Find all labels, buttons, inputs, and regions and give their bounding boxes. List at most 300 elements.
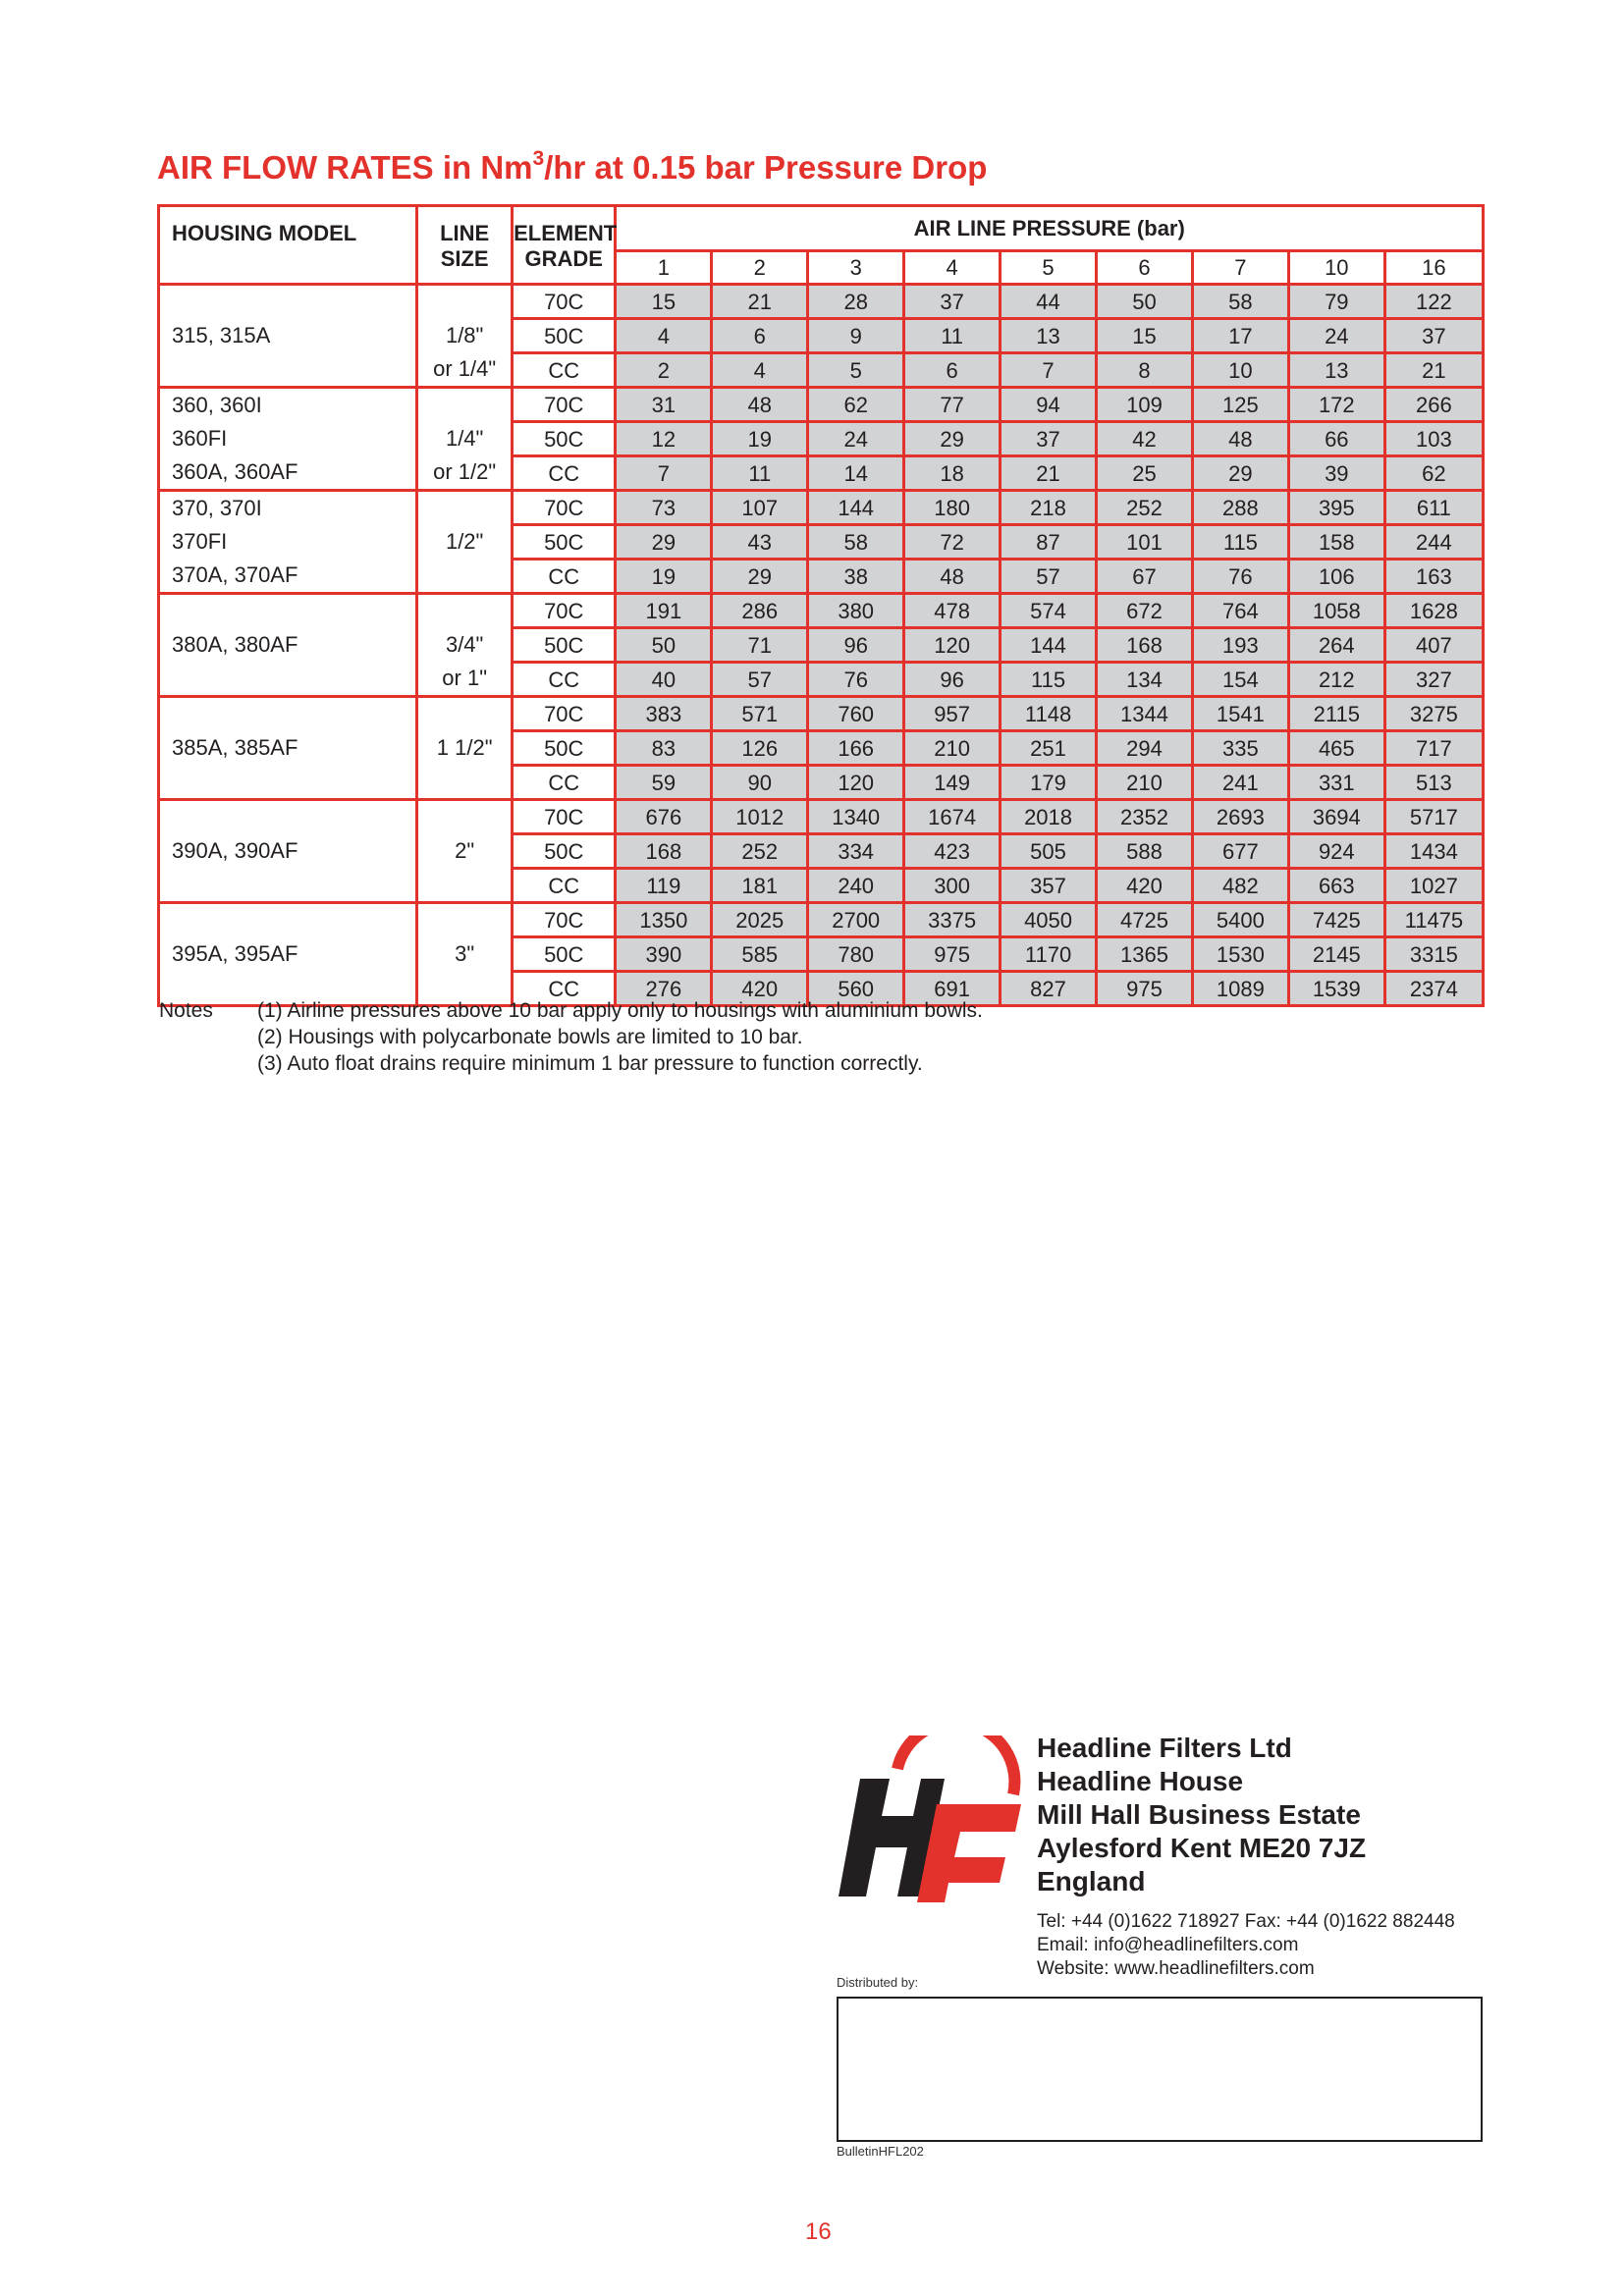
flow-value-cell: 717 xyxy=(1384,731,1483,766)
housing-model-line: 370A, 370AF xyxy=(172,562,298,587)
page-number: 16 xyxy=(805,2218,832,2245)
line-size-line xyxy=(418,904,511,937)
flow-value-cell: 58 xyxy=(808,525,904,560)
flow-value-cell: 6 xyxy=(712,319,808,353)
flow-value-cell: 4 xyxy=(616,319,712,353)
hf-logo xyxy=(839,1735,1023,1902)
line-size-cell xyxy=(417,697,513,800)
housing-model-line: 395A, 395AF xyxy=(172,941,298,966)
table-row xyxy=(159,697,1484,731)
flow-value-cell: 9 xyxy=(808,319,904,353)
flow-value-cell: 76 xyxy=(808,663,904,697)
flow-value-cell: 1170 xyxy=(1001,937,1097,972)
flow-value-cell: 19 xyxy=(712,422,808,456)
flow-value-cell: 37 xyxy=(1384,319,1483,353)
element-grade-cell: 70C xyxy=(513,285,616,319)
flow-value-cell: 482 xyxy=(1192,869,1288,903)
housing-model-line xyxy=(172,904,415,937)
flow-value-cell: 286 xyxy=(712,594,808,628)
element-grade-cell: CC xyxy=(513,869,616,903)
flow-value-cell: 103 xyxy=(1384,422,1483,456)
flow-value-cell: 67 xyxy=(1097,560,1193,594)
line-size-line: 1/4" xyxy=(445,426,484,451)
flow-value-cell: 168 xyxy=(1097,628,1193,663)
line-size-cell xyxy=(417,388,513,491)
element-grade-cell: 50C xyxy=(513,628,616,663)
flow-value-cell: 119 xyxy=(616,869,712,903)
element-grade-cell: CC xyxy=(513,456,616,491)
distributed-by-label: Distributed by: xyxy=(837,1975,919,1990)
flow-value-cell: 58 xyxy=(1192,285,1288,319)
flow-value-cell: 62 xyxy=(808,388,904,422)
flow-value-cell: 8 xyxy=(1097,353,1193,388)
flow-value-cell: 571 xyxy=(712,697,808,731)
distributor-box xyxy=(837,1997,1483,2142)
line-size-line xyxy=(418,559,511,592)
flow-value-cell: 4 xyxy=(712,353,808,388)
address-line-3: Aylesford Kent ME20 7JZ xyxy=(1037,1833,1367,1863)
table-row xyxy=(159,903,1484,937)
flow-value-cell: 574 xyxy=(1001,594,1097,628)
housing-model-line: 360FI xyxy=(172,426,228,451)
housing-model-line xyxy=(172,595,415,628)
flow-value-cell: 79 xyxy=(1288,285,1384,319)
flow-value-cell: 1027 xyxy=(1384,869,1483,903)
element-grade-cell: 70C xyxy=(513,491,616,525)
flow-value-cell: 83 xyxy=(616,731,712,766)
line-size-header: LINE SIZE xyxy=(417,206,513,285)
line-size-line xyxy=(418,286,511,319)
pressure-col-header: 5 xyxy=(1001,251,1097,285)
pressure-col-header: 10 xyxy=(1288,251,1384,285)
flow-value-cell: 1340 xyxy=(808,800,904,834)
flow-value-cell: 120 xyxy=(904,628,1001,663)
flow-value-cell: 335 xyxy=(1192,731,1288,766)
pressure-col-header: 4 xyxy=(904,251,1001,285)
flow-value-cell: 29 xyxy=(616,525,712,560)
flow-value-cell: 87 xyxy=(1001,525,1097,560)
flow-value-cell: 5 xyxy=(808,353,904,388)
flow-value-cell: 420 xyxy=(1097,869,1193,903)
flow-value-cell: 25 xyxy=(1097,456,1193,491)
flow-value-cell: 144 xyxy=(808,491,904,525)
flow-value-cell: 241 xyxy=(1192,766,1288,800)
flow-value-cell: 764 xyxy=(1192,594,1288,628)
element-grade-cell: CC xyxy=(513,353,616,388)
flow-value-cell: 48 xyxy=(712,388,808,422)
flow-value-cell: 115 xyxy=(1001,663,1097,697)
line-size-cell xyxy=(417,285,513,388)
line-size-line: 3/4" xyxy=(445,632,484,657)
flow-value-cell: 18 xyxy=(904,456,1001,491)
flow-value-cell: 513 xyxy=(1384,766,1483,800)
flow-value-cell: 423 xyxy=(904,834,1001,869)
address-line-1: Headline House xyxy=(1037,1766,1244,1796)
flow-value-cell: 252 xyxy=(712,834,808,869)
pressure-col-header: 7 xyxy=(1192,251,1288,285)
flow-value-cell: 50 xyxy=(616,628,712,663)
line-size-line: 3" xyxy=(455,941,475,966)
flow-value-cell: 96 xyxy=(808,628,904,663)
flow-value-cell: 478 xyxy=(904,594,1001,628)
flow-value-cell: 294 xyxy=(1097,731,1193,766)
flow-value-cell: 2 xyxy=(616,353,712,388)
flow-value-cell: 166 xyxy=(808,731,904,766)
flow-value-cell: 19 xyxy=(616,560,712,594)
flow-value-cell: 588 xyxy=(1097,834,1193,869)
flow-value-cell: 94 xyxy=(1001,388,1097,422)
pressure-col-header: 16 xyxy=(1384,251,1483,285)
flow-value-cell: 15 xyxy=(616,285,712,319)
flow-value-cell: 21 xyxy=(1384,353,1483,388)
address-line-2: Mill Hall Business Estate xyxy=(1037,1799,1361,1830)
flow-value-cell: 39 xyxy=(1288,456,1384,491)
element-grade-cell: CC xyxy=(513,663,616,697)
flow-value-cell: 266 xyxy=(1384,388,1483,422)
housing-model-cell xyxy=(159,388,417,491)
flow-value-cell: 210 xyxy=(1097,766,1193,800)
flow-value-cell: 4050 xyxy=(1001,903,1097,937)
flow-value-cell: 37 xyxy=(1001,422,1097,456)
element-grade-header: ELEMENT GRADE xyxy=(513,206,616,285)
pressure-col-header: 3 xyxy=(808,251,904,285)
flow-value-cell: 560 xyxy=(808,972,904,1006)
flow-value-cell: 134 xyxy=(1097,663,1193,697)
flow-value-cell: 14 xyxy=(808,456,904,491)
flow-value-cell: 21 xyxy=(712,285,808,319)
line-size-cell xyxy=(417,491,513,594)
line-size-cell xyxy=(417,800,513,903)
flow-value-cell: 3275 xyxy=(1384,697,1483,731)
flow-value-cell: 585 xyxy=(712,937,808,972)
housing-model-line: 360A, 360AF xyxy=(172,459,298,484)
line-size-line: 1 1/2" xyxy=(436,735,493,760)
line-size-line: or 1/2" xyxy=(433,459,497,484)
flow-value-cell: 1012 xyxy=(712,800,808,834)
line-size-line xyxy=(418,389,511,422)
flow-value-cell: 1541 xyxy=(1192,697,1288,731)
flow-value-cell: 71 xyxy=(712,628,808,663)
flow-value-cell: 42 xyxy=(1097,422,1193,456)
flow-value-cell: 691 xyxy=(904,972,1001,1006)
flow-value-cell: 2700 xyxy=(808,903,904,937)
flow-value-cell: 210 xyxy=(904,731,1001,766)
company-details xyxy=(1037,1732,1455,1981)
company-name: Headline Filters Ltd xyxy=(1037,1733,1292,1763)
element-grade-cell: 50C xyxy=(513,937,616,972)
flow-value-cell: 17 xyxy=(1192,319,1288,353)
housing-model-line: 390A, 390AF xyxy=(172,838,298,863)
flow-value-cell: 252 xyxy=(1097,491,1193,525)
flow-value-cell: 357 xyxy=(1001,869,1097,903)
line-size-line xyxy=(418,801,511,834)
flow-value-cell: 924 xyxy=(1288,834,1384,869)
flow-value-cell: 90 xyxy=(712,766,808,800)
flow-value-cell: 7425 xyxy=(1288,903,1384,937)
element-grade-cell: CC xyxy=(513,972,616,1006)
flow-value-cell: 244 xyxy=(1384,525,1483,560)
flow-value-cell: 37 xyxy=(904,285,1001,319)
flow-value-cell: 5717 xyxy=(1384,800,1483,834)
element-grade-cell: 70C xyxy=(513,697,616,731)
element-grade-cell: 50C xyxy=(513,731,616,766)
flow-value-cell: 106 xyxy=(1288,560,1384,594)
housing-model-line xyxy=(172,286,415,319)
flow-value-cell: 10 xyxy=(1192,353,1288,388)
flow-value-cell: 2693 xyxy=(1192,800,1288,834)
line-size-line xyxy=(418,595,511,628)
flow-value-cell: 163 xyxy=(1384,560,1483,594)
table-row xyxy=(159,285,1484,319)
housing-model-line: 370FI xyxy=(172,529,228,554)
element-grade-cell: 70C xyxy=(513,388,616,422)
housing-model-line xyxy=(172,662,415,695)
housing-model-line: 385A, 385AF xyxy=(172,735,298,760)
flow-value-cell: 168 xyxy=(616,834,712,869)
flow-value-cell: 390 xyxy=(616,937,712,972)
housing-model-cell xyxy=(159,594,417,697)
flow-value-cell: 101 xyxy=(1097,525,1193,560)
flow-value-cell: 420 xyxy=(712,972,808,1006)
flow-value-cell: 676 xyxy=(616,800,712,834)
flow-value-cell: 40 xyxy=(616,663,712,697)
housing-model-cell xyxy=(159,800,417,903)
flow-value-cell: 780 xyxy=(808,937,904,972)
website: Website: www.headlinefilters.com xyxy=(1037,1958,1315,1979)
flow-value-cell: 240 xyxy=(808,869,904,903)
flow-value-cell: 380 xyxy=(808,594,904,628)
pressure-col-header: 6 xyxy=(1097,251,1193,285)
flow-value-cell: 179 xyxy=(1001,766,1097,800)
flow-value-cell: 383 xyxy=(616,697,712,731)
line-size-line: or 1" xyxy=(442,666,488,690)
notes-label: Notes xyxy=(159,999,213,1022)
flow-value-cell: 77 xyxy=(904,388,1001,422)
flow-value-cell: 31 xyxy=(616,388,712,422)
telephone-fax: Tel: +44 (0)1622 718927 Fax: +44 (0)1622 882448 xyxy=(1037,1911,1455,1932)
line-size-cell xyxy=(417,594,513,697)
flow-value-cell: 193 xyxy=(1192,628,1288,663)
flow-value-cell: 158 xyxy=(1288,525,1384,560)
flow-value-cell: 957 xyxy=(904,697,1001,731)
pressure-col-header: 1 xyxy=(616,251,712,285)
housing-model-line: 315, 315A xyxy=(172,323,271,347)
email: Email: info@headlinefilters.com xyxy=(1037,1935,1299,1955)
element-grade-cell: 70C xyxy=(513,800,616,834)
line-size-cell xyxy=(417,903,513,1006)
flow-value-cell: 1674 xyxy=(904,800,1001,834)
element-grade-cell: 70C xyxy=(513,594,616,628)
flow-value-cell: 43 xyxy=(712,525,808,560)
flow-value-cell: 4725 xyxy=(1097,903,1193,937)
flow-value-cell: 611 xyxy=(1384,491,1483,525)
flow-value-cell: 218 xyxy=(1001,491,1097,525)
flow-value-cell: 2352 xyxy=(1097,800,1193,834)
housing-model-line xyxy=(172,801,415,834)
housing-model-cell xyxy=(159,903,417,1006)
flow-value-cell: 57 xyxy=(712,663,808,697)
flow-value-cell: 3694 xyxy=(1288,800,1384,834)
line-size-line xyxy=(418,765,511,798)
flow-value-cell: 66 xyxy=(1288,422,1384,456)
housing-model-line: 370, 370I xyxy=(172,496,262,520)
air-line-pressure-header: AIR LINE PRESSURE (bar) xyxy=(616,206,1484,251)
flow-value-cell: 327 xyxy=(1384,663,1483,697)
line-size-line xyxy=(418,492,511,525)
logo-arc xyxy=(897,1735,1014,1794)
pressure-col-header: 2 xyxy=(712,251,808,285)
flow-value-cell: 1058 xyxy=(1288,594,1384,628)
flow-value-cell: 15 xyxy=(1097,319,1193,353)
flow-value-cell: 1530 xyxy=(1192,937,1288,972)
flow-value-cell: 24 xyxy=(808,422,904,456)
housing-model-line xyxy=(172,765,415,798)
element-grade-cell: CC xyxy=(513,766,616,800)
flow-value-cell: 6 xyxy=(904,353,1001,388)
flow-value-cell: 144 xyxy=(1001,628,1097,663)
flow-value-cell: 300 xyxy=(904,869,1001,903)
housing-model-line xyxy=(172,868,415,901)
flow-value-cell: 73 xyxy=(616,491,712,525)
element-grade-cell: CC xyxy=(513,560,616,594)
flow-value-cell: 827 xyxy=(1001,972,1097,1006)
flow-value-cell: 13 xyxy=(1001,319,1097,353)
flow-value-cell: 44 xyxy=(1001,285,1097,319)
flow-value-cell: 2145 xyxy=(1288,937,1384,972)
page-title: AIR FLOW RATES in Nm$^3$/hr at 0.15 bar Pressure Drop xyxy=(157,147,988,186)
flow-value-cell: 672 xyxy=(1097,594,1193,628)
flow-value-cell: 59 xyxy=(616,766,712,800)
flow-value-cell: 109 xyxy=(1097,388,1193,422)
note-3: (3) Auto float drains require minimum 1 bar pressure to function correctly. xyxy=(257,1052,923,1075)
housing-model-header: HOUSING MODEL xyxy=(159,206,417,285)
line-size-line xyxy=(418,698,511,731)
line-size-line: 1/2" xyxy=(445,529,484,554)
flow-value-cell: 48 xyxy=(904,560,1001,594)
flow-value-cell: 3375 xyxy=(904,903,1001,937)
flow-value-cell: 180 xyxy=(904,491,1001,525)
flow-value-cell: 28 xyxy=(808,285,904,319)
element-grade-cell: 50C xyxy=(513,319,616,353)
flow-value-cell: 677 xyxy=(1192,834,1288,869)
flow-value-cell: 107 xyxy=(712,491,808,525)
flow-value-cell: 276 xyxy=(616,972,712,1006)
note-1: (1) Airline pressures above 10 bar apply only to housings with aluminium bowls. xyxy=(257,999,983,1022)
flow-value-cell: 12 xyxy=(616,422,712,456)
flow-value-cell: 11 xyxy=(712,456,808,491)
flow-value-cell: 7 xyxy=(616,456,712,491)
housing-model-line: 360, 360I xyxy=(172,393,262,417)
flow-value-cell: 120 xyxy=(808,766,904,800)
flow-value-cell: 1148 xyxy=(1001,697,1097,731)
flow-value-cell: 334 xyxy=(808,834,904,869)
flow-value-cell: 395 xyxy=(1288,491,1384,525)
flow-value-cell: 50 xyxy=(1097,285,1193,319)
line-size-line: 2" xyxy=(455,838,475,863)
element-grade-cell: 70C xyxy=(513,903,616,937)
flow-value-cell: 125 xyxy=(1192,388,1288,422)
flow-value-cell: 38 xyxy=(808,560,904,594)
flow-value-cell: 407 xyxy=(1384,628,1483,663)
bulletin-code: BulletinHFL202 xyxy=(837,2144,924,2159)
flow-value-cell: 1344 xyxy=(1097,697,1193,731)
flow-value-cell: 331 xyxy=(1288,766,1384,800)
housing-model-cell xyxy=(159,285,417,388)
flow-value-cell: 115 xyxy=(1192,525,1288,560)
flow-value-cell: 191 xyxy=(616,594,712,628)
table-row xyxy=(159,800,1484,834)
flow-value-cell: 212 xyxy=(1288,663,1384,697)
flow-value-cell: 7 xyxy=(1001,353,1097,388)
flow-value-cell: 29 xyxy=(712,560,808,594)
flow-value-cell: 2018 xyxy=(1001,800,1097,834)
flow-value-cell: 57 xyxy=(1001,560,1097,594)
flow-value-cell: 251 xyxy=(1001,731,1097,766)
flow-value-cell: 288 xyxy=(1192,491,1288,525)
flow-value-cell: 29 xyxy=(904,422,1001,456)
flow-value-cell: 122 xyxy=(1384,285,1483,319)
flow-value-cell: 465 xyxy=(1288,731,1384,766)
flow-value-cell: 48 xyxy=(1192,422,1288,456)
element-grade-cell: 50C xyxy=(513,834,616,869)
housing-model-line xyxy=(172,352,415,386)
housing-model-cell xyxy=(159,697,417,800)
line-size-line xyxy=(418,868,511,901)
flow-value-cell: 181 xyxy=(712,869,808,903)
flow-value-cell: 505 xyxy=(1001,834,1097,869)
flow-value-cell: 11 xyxy=(904,319,1001,353)
flow-value-cell: 1365 xyxy=(1097,937,1193,972)
flow-value-cell: 5400 xyxy=(1192,903,1288,937)
flow-value-cell: 62 xyxy=(1384,456,1483,491)
air-flow-table xyxy=(157,204,1485,1007)
flow-value-cell: 975 xyxy=(1097,972,1193,1006)
flow-value-cell: 2374 xyxy=(1384,972,1483,1006)
flow-value-cell: 72 xyxy=(904,525,1001,560)
table-row xyxy=(159,594,1484,628)
flow-value-cell: 126 xyxy=(712,731,808,766)
element-grade-cell: 50C xyxy=(513,525,616,560)
housing-model-line xyxy=(172,698,415,731)
table-row xyxy=(159,388,1484,422)
flow-value-cell: 264 xyxy=(1288,628,1384,663)
address-line-4: England xyxy=(1037,1866,1146,1896)
flow-value-cell: 1539 xyxy=(1288,972,1384,1006)
line-size-line: 1/8" xyxy=(445,323,484,347)
flow-value-cell: 1434 xyxy=(1384,834,1483,869)
element-grade-cell: 50C xyxy=(513,422,616,456)
flow-value-cell: 1350 xyxy=(616,903,712,937)
flow-value-cell: 1628 xyxy=(1384,594,1483,628)
flow-value-cell: 13 xyxy=(1288,353,1384,388)
flow-value-cell: 663 xyxy=(1288,869,1384,903)
flow-value-cell: 149 xyxy=(904,766,1001,800)
flow-value-cell: 154 xyxy=(1192,663,1288,697)
flow-value-cell: 29 xyxy=(1192,456,1288,491)
line-size-line: or 1/4" xyxy=(433,356,497,381)
flow-value-cell: 2115 xyxy=(1288,697,1384,731)
note-2: (2) Housings with polycarbonate bowls are limited to 10 bar. xyxy=(257,1026,803,1048)
flow-value-cell: 2025 xyxy=(712,903,808,937)
flow-value-cell: 76 xyxy=(1192,560,1288,594)
flow-value-cell: 11475 xyxy=(1384,903,1483,937)
flow-value-cell: 760 xyxy=(808,697,904,731)
flow-value-cell: 3315 xyxy=(1384,937,1483,972)
table-row xyxy=(159,491,1484,525)
flow-value-cell: 975 xyxy=(904,937,1001,972)
flow-value-cell: 21 xyxy=(1001,456,1097,491)
housing-model-cell xyxy=(159,491,417,594)
